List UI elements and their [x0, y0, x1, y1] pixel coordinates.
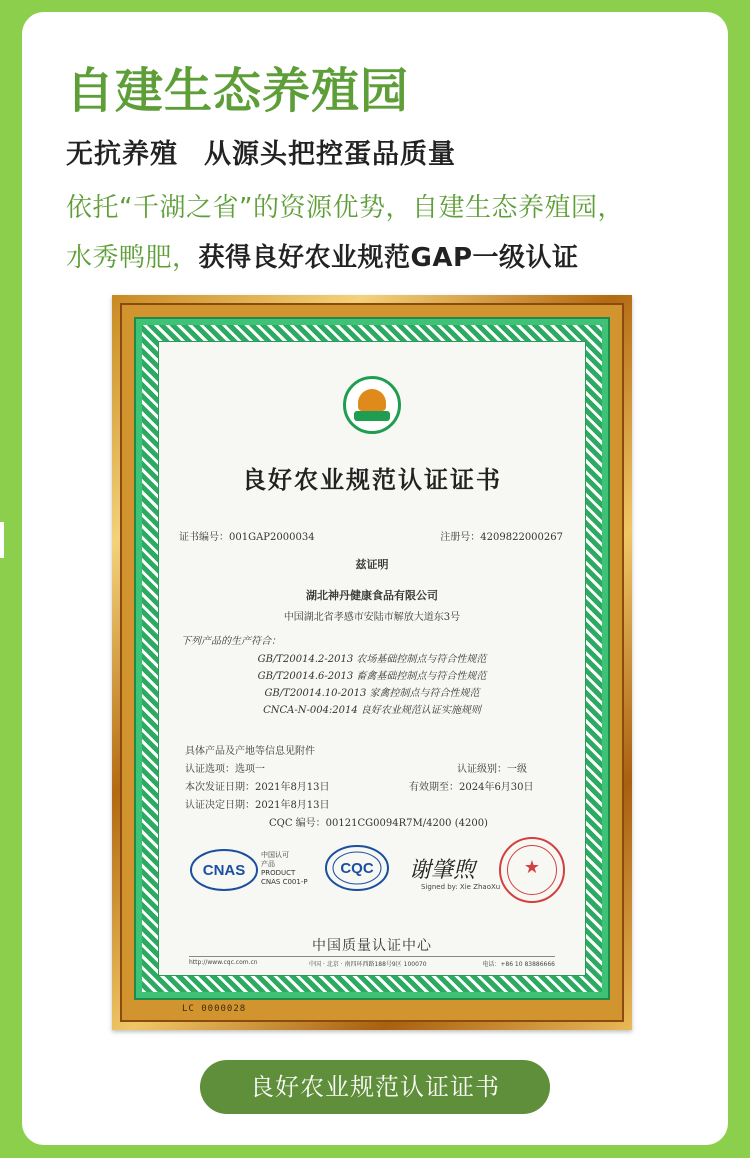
- description-plain-text: 水秀鸭肥，: [66, 243, 199, 273]
- cnas-caption-line: CNAS C001-P: [261, 878, 308, 886]
- cqc-logo-icon: [324, 843, 390, 893]
- footer-website: http://www.cqc.com.cn: [189, 959, 258, 966]
- cnas-caption-line: PRODUCT: [261, 869, 296, 877]
- certificate-green-border: [134, 317, 610, 1000]
- cnas-logo-icon: [189, 847, 259, 893]
- standard-1: GB/T20014.2-2013 农场基础控制点与符合性规范: [257, 654, 487, 665]
- subtitle-quality-control: 从源头把控蛋品质量: [204, 139, 456, 170]
- certificate-marks: [159, 837, 585, 907]
- signature: 谢肇煦: [409, 858, 476, 883]
- stamp-star: ★: [523, 857, 541, 878]
- subtitle-line: [66, 132, 456, 171]
- issue-date: 本次发证日期：2021年8月13日: [185, 782, 330, 793]
- decision-date: 认证决定日期：2021年8月13日: [185, 800, 330, 811]
- certificate-pattern-border: [142, 325, 602, 992]
- certification-option: 认证选项：选项一: [185, 764, 265, 775]
- certificate-serial: LC 0000028: [182, 1004, 247, 1014]
- certificate-title: 良好农业规范认证证书: [242, 465, 502, 494]
- page-title: 自建生态养殖园: [66, 63, 410, 119]
- left-edge-tab: [0, 522, 4, 558]
- cnas-caption-line: 中国认可: [261, 851, 289, 859]
- standard-2: GB/T20014.6-2013 畜禽基础控制点与符合性规范: [257, 671, 487, 682]
- official-stamp-icon: [499, 837, 565, 903]
- signed-by: Signed by: Xie ZhaoXu: [421, 883, 501, 891]
- company-address: 中国湖北省孝感市安陆市解放大道东3号: [283, 612, 461, 623]
- certificate-paper: [158, 341, 586, 976]
- cnas-logo-text: CNAS: [202, 862, 246, 879]
- certificate-gold-border: [120, 303, 624, 1022]
- gap-logo-icon: [343, 376, 401, 434]
- valid-until: 有效期至：2024年6月30日: [409, 782, 534, 793]
- description-line-1: 依托“千湖之省”的资源优势，自建生态养殖园，: [66, 193, 624, 223]
- description-bold-text: 获得良好农业规范GAP一级认证: [198, 243, 579, 273]
- cnas-caption: [261, 851, 308, 887]
- standard-4: CNCA-N-004:2014 良好农业规范认证实施规则: [263, 705, 481, 716]
- standard-3: GB/T20014.10-2013 家禽控制点与符合性规范: [264, 688, 480, 699]
- certification-level: 认证级别：一级: [457, 764, 527, 775]
- issuer-name: 中国质量认证中心: [312, 938, 432, 954]
- cqc-logo-text: CQC: [340, 860, 374, 877]
- certificate-label-button[interactable]: 良好农业规范认证证书: [200, 1060, 550, 1114]
- certificate-heading: 兹证明: [355, 558, 389, 571]
- certificate-number: 证书编号：001GAP2000034: [179, 532, 315, 543]
- subtitle-antibiotic-free: 无抗养殖: [66, 139, 178, 170]
- company-name: 湖北神丹健康食品有限公司: [306, 589, 438, 602]
- footer-divider: [189, 956, 555, 957]
- footer-address: 中国 · 北京 · 南四环西路188号9区 100070: [309, 961, 427, 968]
- products-intro: 下列产品的生产符合：: [181, 636, 281, 647]
- certificate-frame: [112, 295, 632, 1030]
- details-note: 具体产品及产地等信息见附件: [185, 746, 315, 757]
- description-line-2: [66, 237, 579, 274]
- footer-phone: 电话：+86 10 83886666: [482, 961, 555, 968]
- cnas-caption-line: 产品: [261, 860, 275, 868]
- cqc-number: CQC 编号：00121CG0094R7M/4200 (4200): [269, 818, 488, 829]
- registration-number: 注册号：4209822000267: [440, 532, 563, 543]
